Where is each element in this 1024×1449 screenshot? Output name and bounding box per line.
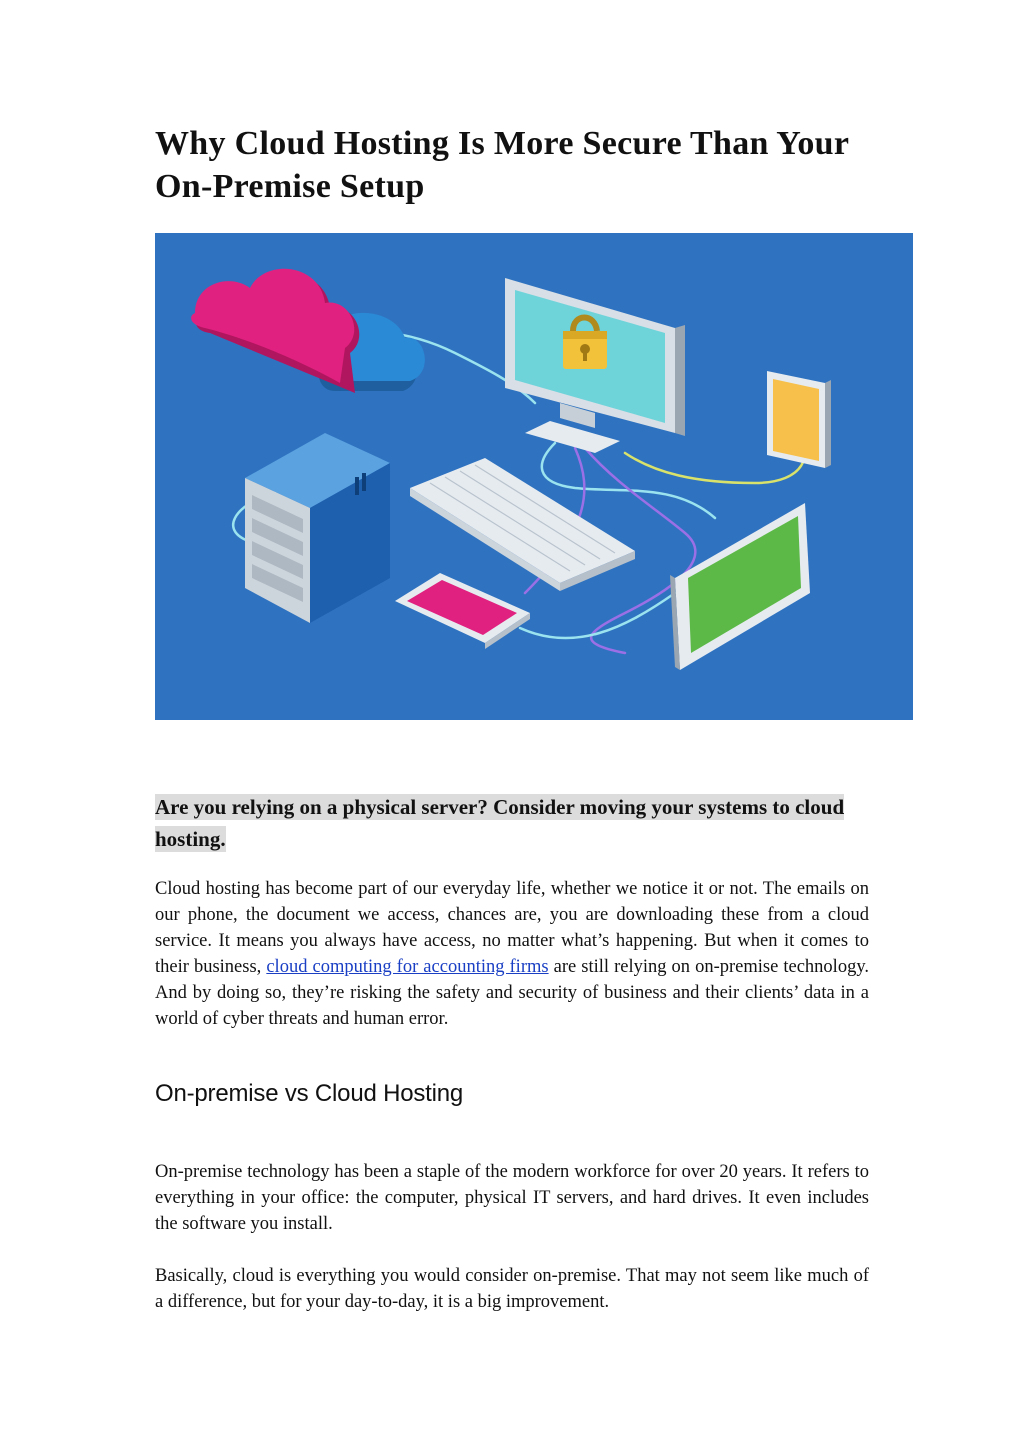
paragraph-intro xyxy=(155,876,869,1032)
paragraph-basically: Basically, cloud is everything you would consider on-premise. That may not seem like much of a difference, but for your day-to-day, it is a big improvement. xyxy=(155,1266,869,1312)
hero-svg xyxy=(155,233,913,720)
article-title: Why Cloud Hosting Is More Secure Than Your On-Premise Setup xyxy=(155,125,849,205)
paragraph-intro-text-2: are still relying on on-premise technology. And by doing so, they’re risking the safety and security of business and their clients’ data in a world of cyber threats and human error. xyxy=(155,957,869,1029)
callout-heading xyxy=(155,791,869,855)
hero-illustration xyxy=(155,233,913,720)
paragraph-intro-text-1: Cloud hosting has become part of our everyday life, whether we notice it or not. The emails on our phone, the document we access, chances are, you are downloading these from a cloud service. It means you always have access, no matter what’s happening. But when it comes to their business, xyxy=(155,879,869,977)
paragraph-on-premise: On-premise technology has been a staple of the modern workforce for over 20 years. It refers to everything in your office: the computer, physical IT servers, and hard drives. It even includes the software you install. xyxy=(155,1162,869,1234)
phone-icon xyxy=(767,371,831,468)
accounting-cloud-link[interactable]: cloud computing for accounting firms xyxy=(266,957,549,977)
section-heading: On-premise vs Cloud Hosting xyxy=(155,1080,464,1107)
callout-highlight: Are you relying on a physical server? Consider moving your systems to cloud hosting. xyxy=(155,795,845,851)
